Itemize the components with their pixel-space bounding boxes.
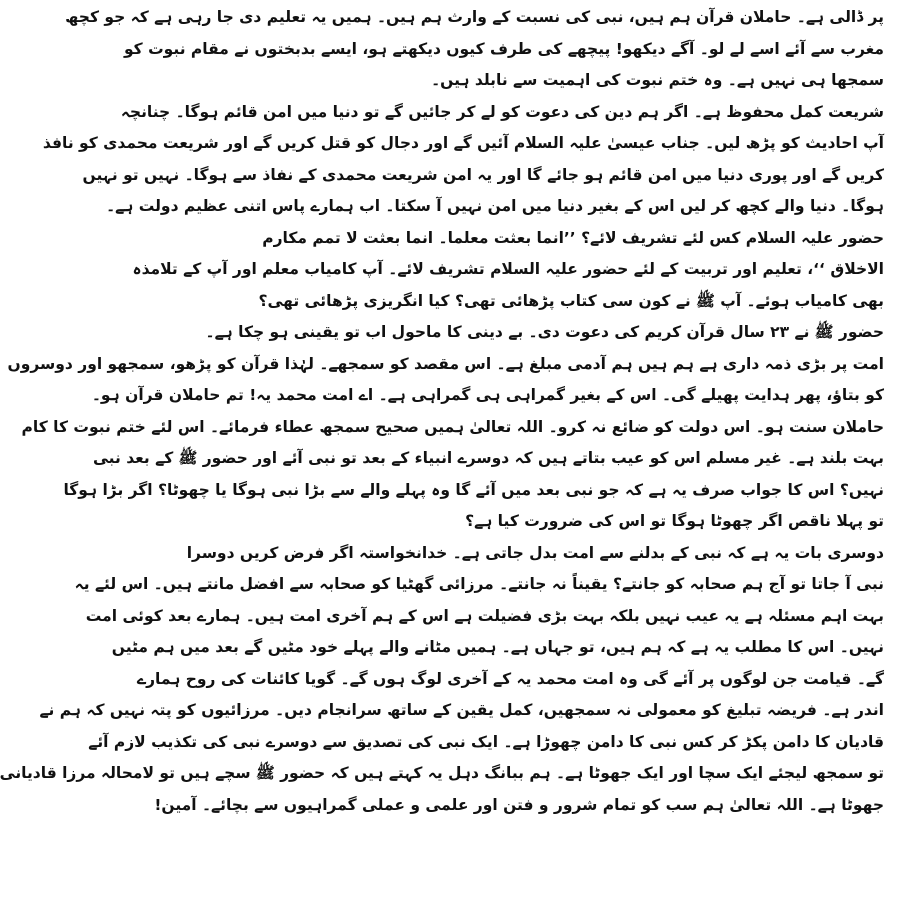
text-line: جھوٹا ہے۔ اللہ تعالیٰ ہم سب کو تمام شرور و فتن اور علمی و عملی گمراہیوں سے بچائے۔ آمین! [154,795,884,814]
text-line: بہت اہم مسئلہ ہے یہ عیب نہیں بلکہ بہت بڑی فضیلت ہے اس کے ہم آخری امت ہیں۔ ہمارے بعد کوئی امت [85,606,884,625]
text-line: اندر ہے۔ فریضہ تبلیغ کو معمولی نہ سمجھیں، کمل یقین کے ساتھ سرانجام دیں۔ مرزائیوں کو پتہ نہیں کہ ہم نے [39,701,884,719]
text-line: شریعت کمل محفوظ ہے۔ اگر ہم دین کی دعوت کو لے کر جائیں گے تو دنیا میں امن قائم ہوگا۔ چنانچہ [120,102,884,121]
text-line: دوسری بات یہ ہے کہ نبی کے بدلنے سے امت بدل جاتی ہے۔ خدانخواستہ اگر فرض کریں دوسرا [186,543,884,562]
text-line: نہیں۔ اس کا مطلب یہ ہے کہ ہم ہیں، تو جہاں ہے۔ ہمیں مٹانے والے پہلے خود مٹیں گے بعد میں ہم مٹیں [111,638,884,656]
text-line: نبی آ جاتا تو آج ہم صحابہ کو جانتے؟ یقیناً نہ جانتے۔ مرزائی گھٹیا کو صحابہ سے افضل مانتے ہیں۔ اس لئے یہ [74,575,884,593]
text-line: حضور ﷺ نے ۲۳ سال قرآن کریم کی دعوت دی۔ بے دینی کا ماحول اب تو یقینی ہو چکا ہے۔ [205,323,884,341]
text-line: آپ احادیث کو پڑھ لیں۔ جناب عیسیٰ علیہ السلام آئیں گے اور دجال کو قتل کریں گے اور شریعت محمدی کو نافذ [42,134,884,152]
text-line: بھی کامیاب ہوئے۔ آپ ﷺ نے کون سی کتاب پڑھائی تھی؟ کیا انگریزی پڑھائی تھی؟ [258,291,884,310]
text-line: امت پر بڑی ذمہ داری ہے ہم ہیں ہم آدمی مبلغ ہے۔ اس مقصد کو سمجھے۔ لہٰذا قرآن کو پڑھو، سمجھو اور دوسروں [7,354,884,373]
text-line: کو بتاؤ، پھر ہدایت پھیلے گی۔ اس کے بغیر گمراہی ہی گمراہی ہے۔ اے امت محمد یہ! تم حاملان قرآن ہو۔ [91,386,884,404]
text-line: نہیں؟ اس کا جواب صرف یہ ہے کہ جو نبی بعد میں آئے گا وہ پہلے والے سے بڑا نبی ہوگا یا چھوٹا؟ اگر بڑا ہوگا [63,480,884,499]
text-line: ہوگا۔ دنیا والے کچھ کر لیں اس کے بغیر دنیا میں امن نہیں آ سکتا۔ اب ہمارے پاس اتنی عظیم دولت ہے۔ [106,197,884,215]
text-line: کریں گے اور پوری دنیا میں امن قائم ہو جائے گا اور یہ امن شریعت محمدی کے نفاذ سے ہوگا۔ نہیں تو نہیں [82,165,884,184]
text-line: تو سمجھ لیجئے ایک سچا اور ایک جھوٹا ہے۔ ہم ببانگ دہل یہ کہتے ہیں کہ حضور ﷺ سچے ہیں تو لامحالہ مرزا قادیانی [0,764,884,782]
text-line: حضور علیہ السلام کس لئے تشریف لائے؟ ’’انما بعثت معلما۔ انما بعثت لا تمم مکارم [262,228,884,247]
text-line: بہت بلند ہے۔ غیر مسلم اس کو عیب بتاتے ہیں کہ دوسرے انبیاء کے بعد تو نبی آئے اور حضور ﷺ کے بعد نبی [93,449,884,467]
text-line: سمجھا ہی نہیں ہے۔ وہ ختم نبوت کی اہمیت سے نابلد ہیں۔ [431,71,884,89]
text-line: گے۔ قیامت جن لوگوں پر آئے گی وہ امت محمد یہ کے آخری لوگ ہوں گے۔ گویا کائنات کی روح ہمارے [137,669,884,688]
text-line: تو پہلا ناقص اگر چھوٹا ہوگا تو اس کی ضرورت کیا ہے؟ [465,512,884,530]
text-line: پر ڈالی ہے۔ حاملان قرآن ہم ہیں، نبی کی نسبت کے وارث ہم ہیں۔ ہمیں یہ تعلیم دی جا رہی ہے کہ جو کچھ [65,8,884,26]
text-line: الاخلاق ‘‘، تعلیم اور تربیت کے لئے حضور علیہ السلام تشریف لائے۔ آپ کامیاب معلم اور آپ کے تلامذہ [132,260,884,278]
text-line: حاملان سنت ہو۔ اس دولت کو ضائع نہ کرو۔ اللہ تعالیٰ ہمیں صحیح سمجھ عطاء فرمائے۔ اس لئے ختم نبوت کا کام [21,417,884,436]
text-line: قادیان کا دامن پکڑ کر کس نبی کا دامن چھوڑا ہے۔ ایک نبی کی تصدیق سے دوسرے نبی کی تکذیب لازم آئے [88,732,884,751]
text-line: مغرب سے آئے اسے لے لو۔ آگے دیکھو! پیچھے کی طرف کیوں دیکھتے ہو، ایسے بدبختوں نے مقام نبوت کو [123,39,884,58]
